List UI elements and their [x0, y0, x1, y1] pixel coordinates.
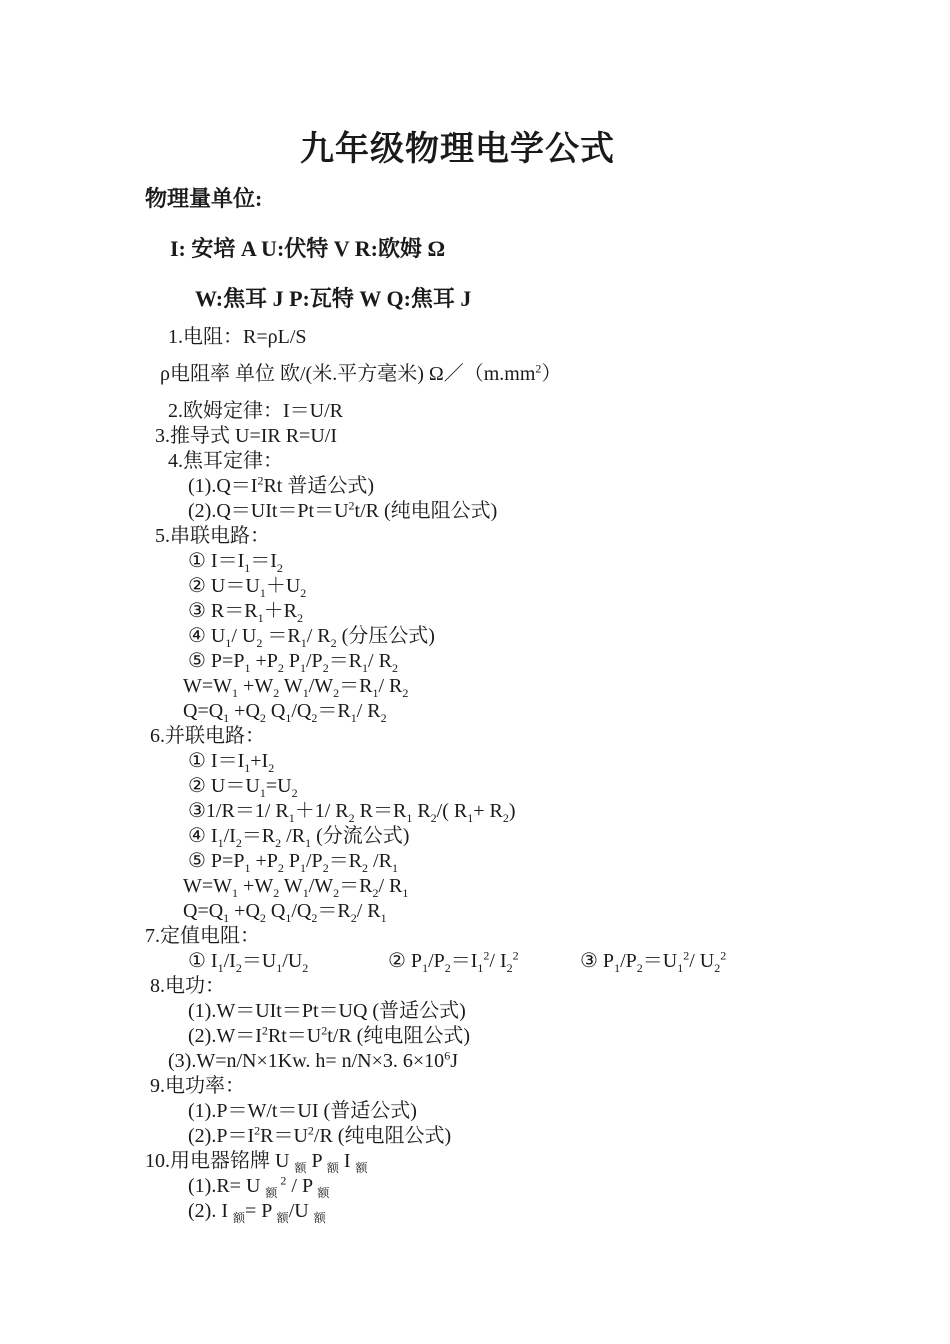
- s10-part-0: 10.用电器铭牌 U: [145, 1150, 295, 1172]
- s5-5-part-8: ＝R: [328, 650, 363, 672]
- s6-5-part-2: +P: [250, 850, 278, 872]
- s5-6-part-11: 2: [402, 686, 409, 700]
- formula-10-2: [188, 1199, 326, 1223]
- s9-2-part-0: (2).P＝I: [188, 1125, 255, 1147]
- s6-4-part-2: /I: [223, 825, 236, 847]
- s5-5-part-6: /P: [306, 650, 323, 672]
- s6-3-part-11: 2: [502, 811, 509, 825]
- s7-b-part-2: /P: [428, 950, 445, 972]
- s6-4-part-6: /R: [281, 825, 306, 847]
- s6-2-part-1: 1: [259, 786, 266, 800]
- s6-7-part-4: Q: [265, 900, 286, 922]
- s7-a-part-3: 2: [235, 961, 242, 975]
- s6-5-part-7: 2: [322, 861, 329, 875]
- s6-7-part-0: Q=Q: [183, 900, 224, 922]
- s6-1-part-0: ① I＝I: [188, 750, 245, 772]
- s6-2-part-3: 2: [291, 786, 298, 800]
- s10-part-3: 额: [326, 1161, 339, 1175]
- s5-4-part-4: ＝R: [262, 625, 301, 647]
- s6-1-part-1: 1: [244, 761, 251, 775]
- s6-6-part-2: +W: [238, 875, 274, 897]
- section-1-resistivity: [160, 362, 561, 386]
- s5-6-part-9: 1: [372, 686, 379, 700]
- s6-1-part-2: +I: [250, 750, 269, 772]
- units-line-1: I: 安培 A U:伏特 V R:欧姆 Ω: [170, 236, 446, 261]
- s5-2-part-0: ② U＝U: [188, 575, 260, 597]
- formula-8-3: [168, 1049, 458, 1073]
- s6-7-part-9: 2: [350, 911, 357, 925]
- s6-5-part-10: /R: [368, 850, 392, 872]
- s10-2-part-1: 额: [232, 1211, 245, 1225]
- section-4-joule-law: 4.焦耳定律：: [168, 450, 283, 472]
- s4-2-part-0: (2).Q＝UIt＝Pt＝U: [188, 500, 349, 522]
- s5-6-part-0: W=W: [183, 675, 233, 697]
- s5-7-part-0: Q=Q: [183, 700, 224, 722]
- s5-6-part-7: 2: [333, 686, 340, 700]
- s5-5-part-10: / R: [368, 650, 392, 672]
- s7-b-part-0: ② P: [388, 950, 423, 972]
- s6-5-part-9: 2: [362, 861, 369, 875]
- s7-a-part-0: ① I: [188, 950, 218, 972]
- s5-6-part-4: W: [279, 675, 303, 697]
- s7-b-part-1: 1: [422, 961, 429, 975]
- page-title: 九年级物理电学公式: [300, 131, 615, 168]
- formula-6-6: [183, 874, 408, 898]
- formula-5-7: [183, 699, 387, 723]
- s6-4-part-7: 1: [305, 836, 312, 850]
- s5-5-part-9: 1: [362, 661, 369, 675]
- s6-3-part-12: ): [508, 800, 516, 822]
- s6-3-part-3: 2: [348, 811, 355, 825]
- s7-b-part-9: 2: [506, 961, 513, 975]
- s5-4-part-1: 1: [225, 636, 232, 650]
- s7-a-part-7: 2: [302, 961, 309, 975]
- s9-2-part-3: 2: [307, 1123, 314, 1138]
- s6-3-part-1: 1: [288, 811, 295, 825]
- s6-4-part-0: ④ I: [188, 825, 218, 847]
- s6-6-part-7: 2: [333, 886, 340, 900]
- s6-6-part-5: 1: [302, 886, 309, 900]
- s5-3-part-3: 2: [296, 611, 303, 625]
- s9-2-part-2: R＝U: [260, 1125, 308, 1147]
- s6-7-part-5: 1: [285, 911, 292, 925]
- s6-3-part-0: ③1/R＝1/ R: [188, 800, 289, 822]
- formula-6-2: [188, 774, 298, 798]
- s7-c-part-11: 2: [720, 948, 727, 963]
- s7-b-part-5: 1: [477, 961, 484, 975]
- s10-1-part-0: (1).R= U: [188, 1175, 266, 1197]
- s5-3-part-2: ＋R: [263, 600, 297, 622]
- s6-6-part-1: 1: [232, 886, 239, 900]
- s7-c-part-8: / U: [689, 950, 715, 972]
- s8-2-part-3: 2: [321, 1023, 328, 1038]
- s4-1-part-2: Rt 普适公式): [263, 475, 374, 497]
- s5-4-part-8: (分压公式): [336, 625, 435, 647]
- s5-5-part-5: 1: [300, 661, 306, 675]
- s10-part-2: P: [306, 1150, 327, 1172]
- s5-5-part-4: P: [283, 650, 300, 672]
- formula-6-5: [188, 849, 398, 873]
- s5-4-part-5: 1: [300, 636, 307, 650]
- s5-2-part-3: 2: [300, 586, 307, 600]
- s10-1-part-3: / P: [286, 1175, 318, 1197]
- formula-7-c: [580, 949, 726, 973]
- s6-5-part-3: 2: [277, 861, 284, 875]
- s5-3-part-0: ③ R＝R: [188, 600, 258, 622]
- s5-3-part-1: 1: [257, 611, 264, 625]
- s5-4-part-6: / R: [306, 625, 331, 647]
- s4-2-part-2: t/R (纯电阻公式): [354, 500, 498, 522]
- s5-7-part-3: 2: [259, 711, 266, 725]
- s5-2-part-1: 1: [259, 586, 266, 600]
- s10-part-5: 额: [355, 1161, 368, 1175]
- formula-5-2: [188, 574, 306, 598]
- s6-5-part-6: /P: [306, 850, 323, 872]
- s6-5-part-5: 1: [300, 861, 306, 875]
- s5-6-part-5: 1: [302, 686, 309, 700]
- formula-6-1: [188, 749, 274, 773]
- resistivity-sup: 2: [535, 361, 542, 376]
- s10-2-part-3: 额: [276, 1211, 289, 1225]
- s6-4-part-5: 2: [275, 836, 282, 850]
- s6-7-part-8: ＝R: [317, 900, 351, 922]
- s6-5-part-0: ⑤ P=P: [188, 850, 245, 872]
- s4-1-part-0: (1).Q＝I: [188, 475, 258, 497]
- s6-1-part-3: 2: [268, 761, 275, 775]
- s8-3-part-0: (3).W=n/N×1Kw. h= n/N×3. 6×10: [168, 1050, 445, 1072]
- s5-5-part-11: 2: [391, 661, 398, 675]
- s6-3-part-8: /( R: [436, 800, 468, 822]
- formula-5-3: [188, 599, 303, 623]
- s6-6-part-8: ＝R: [339, 875, 373, 897]
- formula-5-4: [188, 624, 435, 648]
- formula-9-1: (1).P＝W/t＝UI (普适公式): [188, 1100, 417, 1122]
- formula-4-1: [188, 474, 374, 498]
- s7-b-part-7: 2: [483, 948, 490, 963]
- s5-4-part-3: 2: [256, 636, 263, 650]
- s5-1-part-2: ＝I: [250, 550, 277, 572]
- s5-6-part-1: 1: [232, 686, 239, 700]
- resistivity-text: ρ电阻率 单位 欧/(米.平方毫米) Ω／（m.mm: [160, 363, 536, 385]
- s5-7-part-10: / R: [356, 700, 381, 722]
- s6-7-part-6: /Q: [291, 900, 312, 922]
- s7-c-part-0: ③ P: [580, 950, 615, 972]
- s6-4-part-4: ＝R: [241, 825, 276, 847]
- s8-2-part-1: 2: [261, 1023, 268, 1038]
- section-8-electric-work: 8.电功：: [150, 975, 225, 997]
- s5-6-part-8: ＝R: [339, 675, 373, 697]
- s5-6-part-6: /W: [308, 675, 334, 697]
- s5-6-part-10: / R: [378, 675, 403, 697]
- s7-c-part-1: 1: [614, 961, 621, 975]
- s7-a-part-5: 1: [276, 961, 283, 975]
- s6-6-part-0: W=W: [183, 875, 233, 897]
- s8-3-part-2: J: [450, 1050, 458, 1072]
- s6-7-part-10: / R: [356, 900, 381, 922]
- s6-4-part-8: (分流公式): [311, 825, 410, 847]
- s6-4-part-3: 2: [235, 836, 242, 850]
- section-10-nameplate: [145, 1149, 368, 1173]
- s6-3-part-9: 1: [467, 811, 474, 825]
- s6-5-part-4: P: [283, 850, 300, 872]
- s7-a-part-6: /U: [282, 950, 303, 972]
- s5-5-part-0: ⑤ P=P: [188, 650, 245, 672]
- s5-6-part-3: 2: [273, 686, 280, 700]
- section-6-parallel: 6.并联电路：: [150, 725, 265, 747]
- s10-2-part-4: /U: [288, 1200, 314, 1222]
- s5-5-part-3: 2: [277, 661, 284, 675]
- s5-7-part-5: 1: [285, 711, 292, 725]
- section-3-derived: 3.推导式 U=IR R=U/I: [155, 425, 338, 447]
- formula-6-4: [188, 824, 409, 848]
- s7-b-part-11: 2: [512, 948, 519, 963]
- s6-6-part-11: 1: [402, 886, 409, 900]
- s10-2-part-5: 额: [313, 1211, 326, 1225]
- s5-1-part-3: 2: [276, 561, 283, 575]
- s6-7-part-2: +Q: [229, 900, 260, 922]
- s5-1-part-0: ① I＝I: [188, 550, 245, 572]
- s7-a-part-4: ＝U: [241, 950, 277, 972]
- s6-3-part-6: R: [412, 800, 431, 822]
- s5-7-part-7: 2: [311, 711, 318, 725]
- section-1-resistance: 1.电阻：R=ρL/S: [168, 326, 307, 348]
- s5-7-part-1: 1: [223, 711, 230, 725]
- formula-8-2: [188, 1024, 470, 1048]
- s5-7-part-6: /Q: [291, 700, 312, 722]
- s8-3-part-1: 6: [444, 1048, 451, 1063]
- formula-6-3: [188, 799, 516, 823]
- s5-4-part-0: ④ U: [188, 625, 226, 647]
- s10-2-part-0: (2). I: [188, 1200, 233, 1222]
- units-heading: 物理量单位:: [145, 186, 263, 211]
- s8-2-part-4: t/R (纯电阻公式): [327, 1025, 470, 1047]
- s7-b-part-4: ＝I: [450, 950, 478, 972]
- formula-10-1: [188, 1174, 329, 1198]
- s10-1-part-1: 额: [265, 1186, 278, 1200]
- s5-2-part-2: ＋U: [265, 575, 301, 597]
- s5-1-part-1: 1: [244, 561, 251, 575]
- s10-part-1: 额: [294, 1161, 307, 1175]
- s7-b-part-3: 2: [444, 961, 451, 975]
- s6-6-part-3: 2: [273, 886, 280, 900]
- s7-b-part-8: / I: [489, 950, 507, 972]
- s8-2-part-2: Rt＝U: [267, 1025, 322, 1047]
- s6-5-part-11: 1: [391, 861, 398, 875]
- s7-c-part-3: 2: [636, 961, 643, 975]
- s6-6-part-10: / R: [378, 875, 403, 897]
- formula-5-5: [188, 649, 398, 673]
- resistivity-end: ）: [541, 363, 562, 385]
- s6-3-part-10: + R: [473, 800, 503, 822]
- s4-2-part-1: 2: [348, 498, 355, 513]
- s6-5-part-8: ＝R: [328, 850, 363, 872]
- s7-a-part-2: /I: [223, 950, 236, 972]
- formula-8-1: (1).W＝UIt＝Pt＝UQ (普适公式): [188, 1000, 466, 1022]
- s6-6-part-4: W: [279, 875, 303, 897]
- section-9-electric-power: 9.电功率：: [150, 1075, 245, 1097]
- s7-c-part-9: 2: [714, 961, 721, 975]
- s6-5-part-1: 1: [244, 861, 251, 875]
- s7-a-part-1: 1: [217, 961, 224, 975]
- s5-4-part-7: 2: [330, 636, 337, 650]
- s7-c-part-7: 2: [683, 948, 690, 963]
- s5-7-part-2: +Q: [229, 700, 260, 722]
- s6-7-part-3: 2: [259, 911, 266, 925]
- s5-4-part-2: / U: [231, 625, 257, 647]
- s6-3-part-2: ＋1/ R: [294, 800, 349, 822]
- s10-1-part-2: 2: [277, 1173, 287, 1188]
- formula-9-2: [188, 1124, 451, 1148]
- s5-7-part-11: 2: [380, 711, 387, 725]
- s7-c-part-5: 1: [677, 961, 684, 975]
- s6-6-part-6: /W: [308, 875, 334, 897]
- s9-2-part-4: /R (纯电阻公式): [313, 1125, 452, 1147]
- s6-7-part-1: 1: [223, 911, 230, 925]
- s6-3-part-5: 1: [406, 811, 413, 825]
- s6-3-part-7: 2: [430, 811, 437, 825]
- section-5-series: 5.串联电路：: [155, 525, 270, 547]
- s5-5-part-2: +P: [250, 650, 278, 672]
- s6-2-part-0: ② U＝U: [188, 775, 260, 797]
- s6-7-part-11: 1: [380, 911, 387, 925]
- s10-1-part-4: 额: [317, 1186, 330, 1200]
- s5-7-part-8: ＝R: [317, 700, 351, 722]
- formula-6-7: [183, 899, 387, 923]
- s4-1-part-1: 2: [257, 473, 264, 488]
- s7-c-part-4: ＝U: [642, 950, 678, 972]
- units-line-2: W:焦耳 J P:瓦特 W Q:焦耳 J: [195, 286, 472, 311]
- s8-2-part-0: (2).W＝I: [188, 1025, 262, 1047]
- s5-7-part-9: 1: [350, 711, 357, 725]
- formula-7-b: [388, 949, 519, 973]
- s5-7-part-4: Q: [265, 700, 286, 722]
- section-2-ohms-law: 2.欧姆定律：I＝U/R: [168, 400, 343, 422]
- formula-7-a: [188, 949, 308, 973]
- s5-5-part-1: 1: [244, 661, 251, 675]
- s6-4-part-1: 1: [217, 836, 224, 850]
- s5-5-part-7: 2: [322, 661, 329, 675]
- formula-5-1: [188, 549, 283, 573]
- s10-2-part-2: = P: [245, 1200, 277, 1222]
- s6-6-part-9: 2: [372, 886, 379, 900]
- s6-7-part-7: 2: [311, 911, 318, 925]
- s5-6-part-2: +W: [238, 675, 274, 697]
- section-7-fixed-resistor: 7.定值电阻：: [145, 925, 260, 947]
- s6-2-part-2: =U: [265, 775, 292, 797]
- formula-4-2: [188, 499, 497, 523]
- s9-2-part-1: 2: [254, 1123, 261, 1138]
- s7-c-part-2: /P: [620, 950, 637, 972]
- formula-5-6: [183, 674, 408, 698]
- s6-3-part-4: R＝R: [354, 800, 407, 822]
- s10-part-4: I: [338, 1150, 356, 1172]
